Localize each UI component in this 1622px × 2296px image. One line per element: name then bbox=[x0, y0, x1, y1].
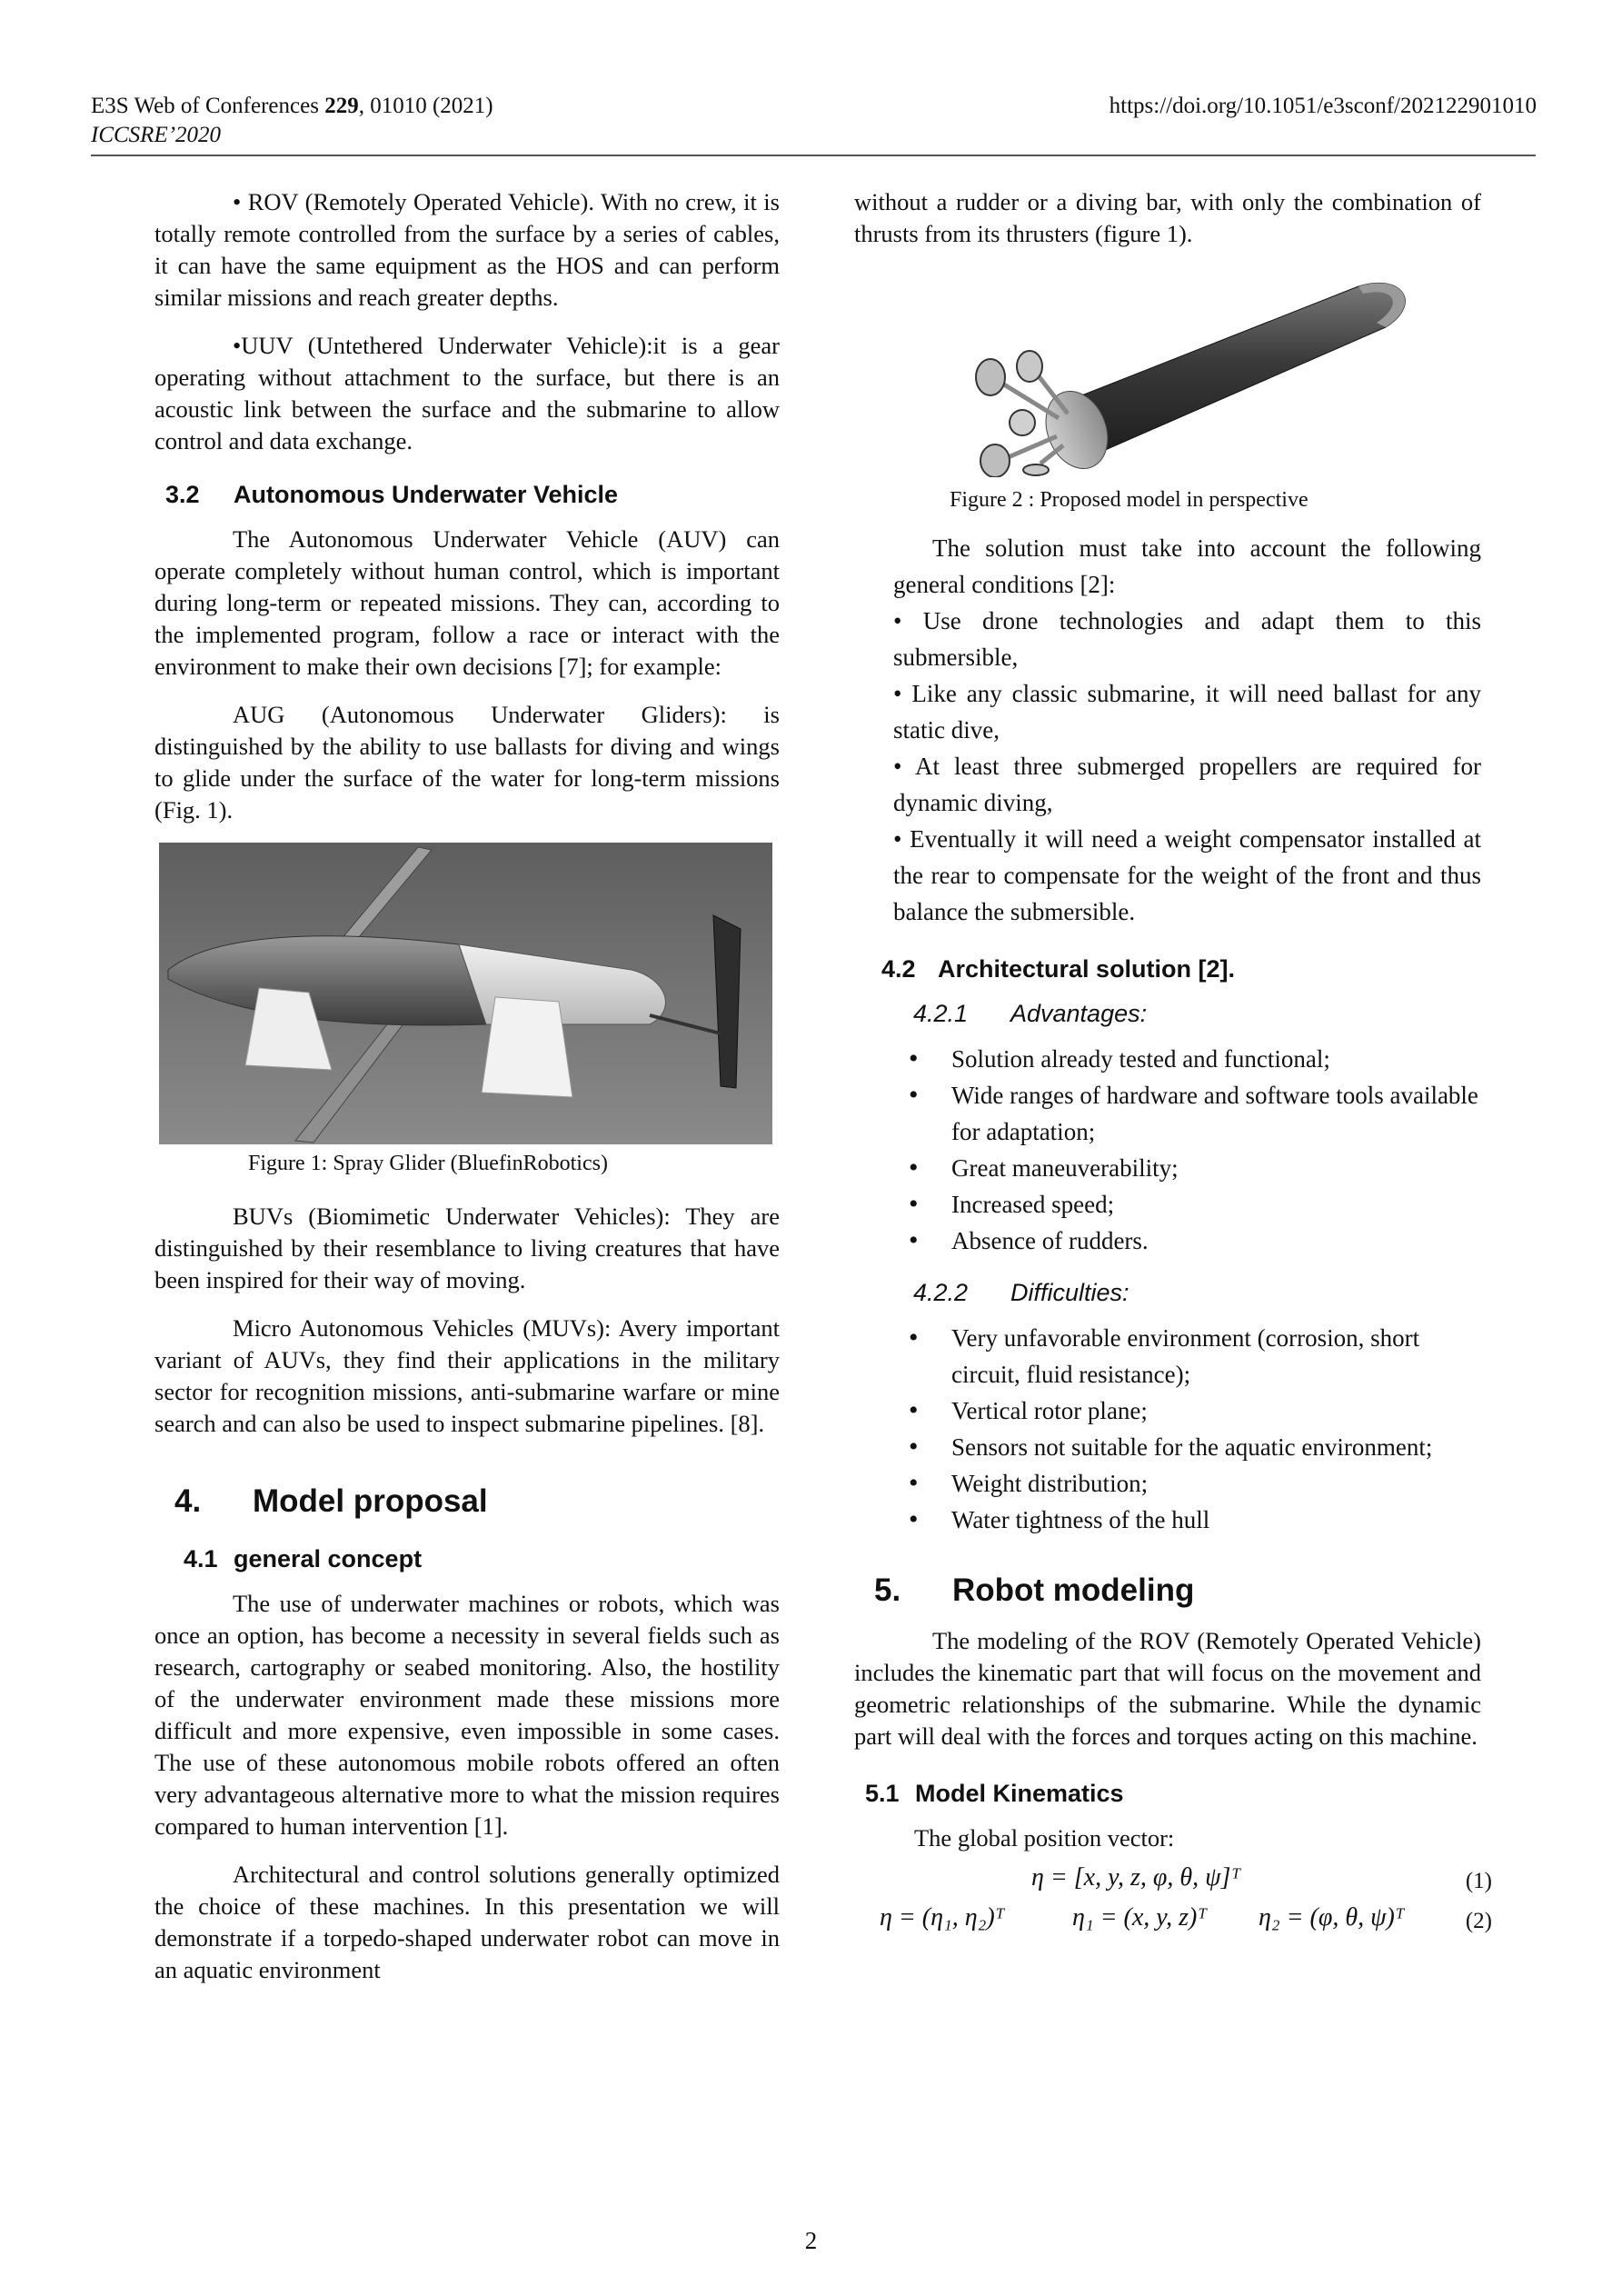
section-heading-3-2: 3.2 Autonomous Underwater Vehicle bbox=[165, 481, 619, 508]
paragraph-aug: AUG (Autonomous Underwater Gliders): is distinguished by the ability to use ballasts for diving and wings to glide under the surface of the water for long-term missions (Fig. 1). bbox=[154, 701, 780, 824]
condition-item: • Like any classic submarine, it will need ballast for any static dive, bbox=[893, 680, 1481, 744]
subsection-heading-4-2-2: 4.2.2 Difficulties: bbox=[913, 1279, 1129, 1306]
header-divider bbox=[91, 155, 1536, 156]
list-item: • Wide ranges of hardware and software tools available for adaptation; bbox=[854, 1077, 1481, 1150]
equation-2: η = (η₁, η₂)ᵀ η₁ = (x, y, z)ᵀ η₂ = (φ, θ, ψ)ᵀ (2) bbox=[880, 1903, 1492, 1933]
list-item: • Vertical rotor plane; bbox=[854, 1393, 1481, 1429]
glider-photo bbox=[159, 843, 772, 1144]
list-item: • Absence of rudders. bbox=[854, 1223, 1481, 1259]
conference-name: ICCSRE’2020 bbox=[91, 123, 222, 147]
list-item: • Solution already tested and functional; bbox=[854, 1041, 1481, 1077]
condition-item: • Use drone technologies and adapt them to this submersible, bbox=[893, 607, 1481, 671]
doi-link[interactable]: https://doi.org/10.1051/e3sconf/202122901010 bbox=[1109, 94, 1537, 118]
equation-1: η = [x, y, z, φ, θ, ψ]ᵀ (1) bbox=[1031, 1863, 1492, 1893]
list-item: • Weight distribution; bbox=[854, 1465, 1481, 1502]
paragraph-general-concept-2: Architectural and control solutions generally optimized the choice of these machines. In this presentation we will demonstrate if a torpedo-shaped underwater robot can move in an aquatic environment bbox=[154, 1861, 780, 1983]
paragraph-robot-modeling: The modeling of the ROV (Remotely Operated Vehicle) includes the kinematic part that will focus on the movement and geometric relationships of the submarine. While the dynamic part will deal with the forces and torques acting on this machine. bbox=[854, 1627, 1481, 1750]
right-column bbox=[854, 186, 1492, 1943]
list-item: • Increased speed; bbox=[854, 1186, 1481, 1223]
section-heading-4-1: 4.1 general concept bbox=[184, 1545, 423, 1572]
page-number: 2 bbox=[804, 2227, 818, 2254]
figure-1-caption: Figure 1: Spray Glider (BluefinRobotics) bbox=[248, 1152, 608, 1175]
paragraph-uuv: •UUV (Untethered Underwater Vehicle):it is a gear operating without attachment to the surface, but there is an acoustic link between the surface and the submarine to allow control and data exchange. bbox=[154, 332, 780, 454]
paragraph-continuation: without a rudder or a diving bar, with only the combination of thrusts from its thrusters (figure 1). bbox=[854, 188, 1481, 247]
section-heading-4: 4. Model proposal bbox=[174, 1483, 488, 1519]
condition-item: • At least three submerged propellers are required for dynamic diving, bbox=[893, 753, 1481, 816]
figure-1-image bbox=[159, 843, 772, 1144]
list-item: • Very unfavorable environment (corrosion, short circuit, fluid resistance); bbox=[854, 1320, 1481, 1393]
condition-item: • Eventually it will need a weight compensator installed at the rear to compensate for the weight of the front and thus balance the submersible. bbox=[893, 825, 1481, 925]
subsection-heading-4-2-1: 4.2.1 Advantages: bbox=[913, 1000, 1148, 1027]
left-column bbox=[154, 186, 780, 2002]
section-heading-5-1: 5.1 Model Kinematics bbox=[865, 1780, 1124, 1807]
paragraph-buv: BUVs (Biomimetic Underwater Vehicles): They are distinguished by their resemblance to living creatures that have been inspired for their way of moving. bbox=[154, 1203, 780, 1293]
list-item: • Water tightness of the hull bbox=[854, 1502, 1481, 1538]
paragraph-solution: The solution must take into account the following general conditions [2]: bbox=[893, 534, 1481, 598]
torpedo-model-render bbox=[950, 268, 1431, 477]
advantages-list bbox=[854, 1041, 1481, 1259]
journal-citation: E3S Web of Conferences 229, 01010 (2021) bbox=[91, 94, 493, 118]
paragraph-general-concept-1: The use of underwater machines or robots, which was once an option, has become a necessity in several fields such as research, cartography or seabed monitoring. Also, the hostility of the underwater environment made these missions more difficult and more expensive, even impossible in some cases. The use of these autonomous mobile robots offered an often very advantageous alternative more to what the mission requires compared to human intervention [1]. bbox=[154, 1590, 780, 1840]
section-heading-5: 5. Robot modeling bbox=[874, 1572, 1195, 1608]
figure-2-image bbox=[950, 268, 1431, 477]
figure-2-caption: Figure 2 : Proposed model in perspective bbox=[950, 488, 1309, 512]
paragraph-auv: The Autonomous Underwater Vehicle (AUV) can operate completely without human control, which is important during long-term or repeated missions. They can, according to the implemented program, follow a race or interact with the environment to make their own decisions [7]; for example: bbox=[154, 525, 780, 680]
difficulties-list bbox=[854, 1320, 1481, 1538]
paragraph-rov: • ROV (Remotely Operated Vehicle). With no crew, it is totally remote controlled from the surface by a series of cables, it can have the same equipment as the HOS and can perform similar missions and reach greater depths. bbox=[154, 188, 780, 311]
section-heading-4-2: 4.2 Architectural solution [2]. bbox=[881, 955, 1236, 983]
paragraph-muv: Micro Autonomous Vehicles (MUVs): Avery important variant of AUVs, they find their applications in the military sector for recognition missions, anti-submarine warfare or mine search and can also be used to inspect submarine pipelines. [8]. bbox=[154, 1314, 780, 1437]
list-item: • Sensors not suitable for the aquatic environment; bbox=[854, 1429, 1481, 1465]
list-item: • Great maneuverability; bbox=[854, 1150, 1481, 1186]
paragraph-global-position: The global position vector: bbox=[914, 1824, 1175, 1852]
